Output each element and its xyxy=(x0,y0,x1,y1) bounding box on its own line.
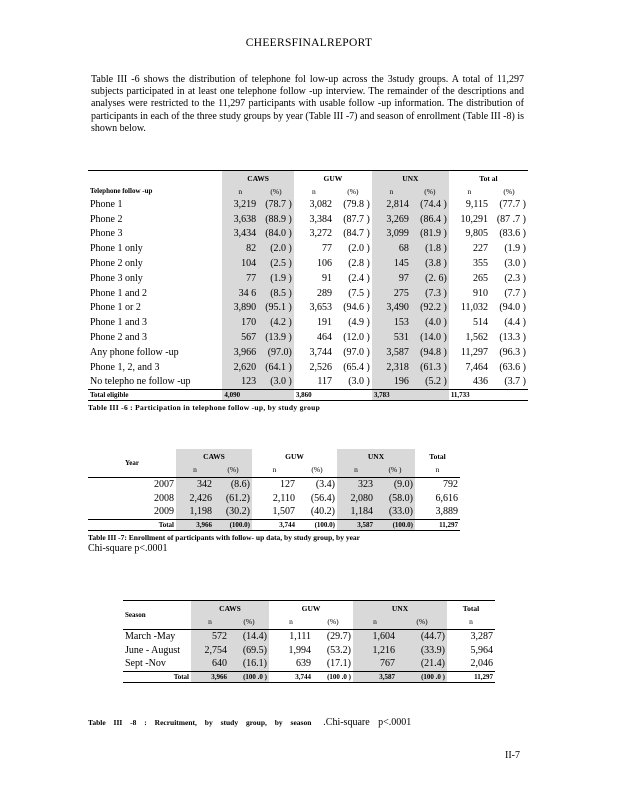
row-label: Phone 1 and 3 xyxy=(90,317,147,329)
row-label: 2009 xyxy=(154,506,174,518)
n-label: n xyxy=(272,465,277,475)
group-header-unx: UNX xyxy=(372,171,449,185)
table-cell: (2.3 ) xyxy=(504,272,526,284)
group-header-total: Total xyxy=(429,451,446,461)
table-cell: 792 xyxy=(443,478,458,490)
table-cell: (63.6 ) xyxy=(499,361,526,373)
table-caption: Table III -7: Enrollment of participants with follow- up data, by study group, by year xyxy=(88,532,360,542)
table-row xyxy=(88,360,528,375)
table-cell: 2,110 xyxy=(272,492,295,504)
group-header-caws: CAWS xyxy=(222,171,294,185)
row-label: Phone 1 only xyxy=(90,243,143,255)
table-cell: (2.5 ) xyxy=(258,256,294,271)
table-cell: (3.4) xyxy=(315,478,335,490)
table-cell: (100 .0 ) xyxy=(327,672,351,681)
table-cell: 3,587 xyxy=(337,519,375,530)
table-cell: (8.5 ) xyxy=(258,286,294,301)
table-cell: 145 xyxy=(372,256,411,271)
table-cell: (78.7 ) xyxy=(258,197,294,212)
total-label: Total xyxy=(173,672,189,681)
table-cell: 2,754 xyxy=(191,643,229,657)
n-label: n xyxy=(222,185,258,197)
table-cell: (1.9 ) xyxy=(258,271,294,286)
table-cell: 9,805 xyxy=(465,228,488,240)
row-label: Phone 3 xyxy=(90,228,123,240)
table-cell: 2,080 xyxy=(337,491,375,505)
group-header-total: Tot al xyxy=(479,173,498,183)
table-cell: 106 xyxy=(316,258,332,270)
table-cell: (1.9 ) xyxy=(504,243,526,255)
table-cell: 34 6 xyxy=(222,286,258,301)
table-cell: 3,744 xyxy=(309,346,332,358)
table-cell: 3,966 xyxy=(176,519,214,530)
table-cell: (2.4 ) xyxy=(348,272,370,284)
table-cell: (44.7) xyxy=(397,629,447,643)
table-caption: Table III -8 : Recruitment, by study group, by season .Chi-square p<.0001 xyxy=(88,717,412,728)
table-cell: (30.2) xyxy=(214,505,252,519)
table-cell: 1,198 xyxy=(176,505,214,519)
table-cell: (100 .0 ) xyxy=(229,671,269,682)
table-row xyxy=(88,227,528,242)
table-cell: 11,733 xyxy=(450,390,470,399)
row-header: Telephone follow -up xyxy=(90,187,153,195)
table-cell: 3,744 xyxy=(279,520,295,529)
table-cell: (87 .7 ) xyxy=(496,213,526,225)
table-cell: 3,434 xyxy=(222,227,258,242)
table-cell: 4,090 xyxy=(222,389,258,400)
table-cell: 910 xyxy=(472,287,488,299)
table-cell: (16.1) xyxy=(229,657,269,671)
chi-square-note: Chi-square p<.0001 xyxy=(88,542,168,554)
table-cell: (84.7 ) xyxy=(343,228,370,240)
table-cell: (100.0) xyxy=(214,519,252,530)
table-cell: (4.0 ) xyxy=(411,315,449,330)
table-cell: (33.0) xyxy=(375,505,415,519)
table-row xyxy=(88,345,528,360)
table-cell: (9.0) xyxy=(375,477,415,491)
pct-label: (%) xyxy=(411,185,449,197)
table-cell: 572 xyxy=(191,629,229,643)
table-cell: (2.8 ) xyxy=(348,258,370,270)
table-cell: (21.4) xyxy=(397,657,447,671)
table-caption: Table III -6 : Participation in telephone follow -up, by study group xyxy=(88,402,321,412)
table-row xyxy=(88,197,528,212)
table-cell: 464 xyxy=(316,332,332,344)
table-cell: 289 xyxy=(316,287,332,299)
table-cell: 640 xyxy=(191,657,229,671)
table-cell: 11,297 xyxy=(474,672,493,681)
page-number: II-7 xyxy=(505,750,520,761)
table-cell: (12.0 ) xyxy=(343,332,370,344)
table-cell: 275 xyxy=(372,286,411,301)
table-cell: (7.3 ) xyxy=(411,286,449,301)
n-label: n xyxy=(353,615,397,629)
group-header-guw: GUW xyxy=(301,603,321,613)
group-header-caws: CAWS xyxy=(176,449,252,463)
table-cell: (7.5 ) xyxy=(348,287,370,299)
table-cell: (4.2 ) xyxy=(258,315,294,330)
table-cell: (2. 6) xyxy=(411,271,449,286)
table-cell: 77 xyxy=(321,243,332,255)
table-cell: 2,620 xyxy=(222,360,258,375)
table-cell: 1,994 xyxy=(288,644,311,656)
table-cell: 11,032 xyxy=(460,302,488,314)
table-cell: 3,587 xyxy=(353,671,397,682)
table-cell: (77.7 ) xyxy=(499,198,526,210)
table-cell: 123 xyxy=(222,375,258,390)
table-cell: 355 xyxy=(472,258,488,270)
n-label: n xyxy=(337,463,375,477)
table-cell: (3.0 ) xyxy=(258,375,294,390)
table-cell: 104 xyxy=(222,256,258,271)
table-cell: 1,184 xyxy=(337,505,375,519)
table-cell: 342 xyxy=(176,477,214,491)
table-cell: 196 xyxy=(372,375,411,390)
table-cell: (1.8 ) xyxy=(411,241,449,256)
table-cell: 68 xyxy=(372,241,411,256)
group-header-unx: UNX xyxy=(353,601,447,615)
table-cell: 117 xyxy=(317,376,332,388)
table-cell: (56.4) xyxy=(310,492,335,504)
intro-paragraph: Table III -6 shows the distribution of telephone fol low-up across the 3study groups. A total of 11,297 subjects participated in at least one telephone follow -up interview. The remainder of the descriptions and analyses were restricted to the 11,297 participants with usable follow -up information. The distribution of participants in each of the three study groups by year (Table III -7) and season of enrollment (Table III -8) is shown below. xyxy=(91,74,524,134)
table-cell: 3,287 xyxy=(470,630,493,642)
table-cell: 3,890 xyxy=(222,301,258,316)
table-cell: 5,964 xyxy=(470,644,493,656)
group-header-guw: GUW xyxy=(323,173,343,183)
table-cell: 82 xyxy=(222,241,258,256)
table-cell: 323 xyxy=(337,477,375,491)
pct-label: (%) xyxy=(214,463,252,477)
pct-label: (%) xyxy=(347,186,359,196)
table-cell: 9,115 xyxy=(465,198,488,210)
table-row xyxy=(88,271,528,286)
n-label: n xyxy=(372,185,411,197)
table-cell: (74.4 ) xyxy=(411,197,449,212)
table-row xyxy=(88,301,528,316)
table-row xyxy=(88,315,528,330)
n-label: n xyxy=(191,615,229,629)
table-cell: 3,384 xyxy=(309,213,332,225)
table-cell: 77 xyxy=(222,271,258,286)
table-cell: 191 xyxy=(316,317,332,329)
table-cell: (86.4 ) xyxy=(411,212,449,227)
pct-label: (%) xyxy=(311,465,323,475)
table-cell: (81.9 ) xyxy=(411,227,449,242)
table-cell: 227 xyxy=(472,243,488,255)
row-header: Year xyxy=(125,458,139,467)
table-cell: 153 xyxy=(372,315,411,330)
table-row xyxy=(88,477,460,491)
table-cell: (94.6 ) xyxy=(343,302,370,314)
table-cell: 1,507 xyxy=(272,506,295,518)
row-label: 2008 xyxy=(154,492,174,504)
group-header-total: Total xyxy=(462,603,480,613)
table-cell: 3,653 xyxy=(309,302,332,314)
table-cell: (97.0 ) xyxy=(343,346,370,358)
table-row xyxy=(88,330,528,345)
table-cell: (8.6) xyxy=(214,477,252,491)
table-cell: 436 xyxy=(472,376,488,388)
table-cell: (69.5) xyxy=(229,643,269,657)
table-cell: (53.2) xyxy=(326,644,351,656)
report-title: CHEERSFINALREPORT xyxy=(245,37,373,49)
table-cell: (14.4) xyxy=(229,629,269,643)
table-cell: (84.0 ) xyxy=(258,227,294,242)
table-cell: 3,860 xyxy=(295,390,312,399)
table-cell: (29.7) xyxy=(326,630,351,642)
table-cell: (33.9) xyxy=(397,643,447,657)
table-cell: 639 xyxy=(296,658,311,670)
table-row xyxy=(88,241,528,256)
n-label: n xyxy=(467,186,472,196)
table-cell: 11,297 xyxy=(460,346,488,358)
row-label: 2007 xyxy=(154,478,174,490)
table-row xyxy=(88,286,528,301)
pct-label: (%) xyxy=(229,615,269,629)
table-cell: (4.4 ) xyxy=(504,317,526,329)
table-cell: (100.0) xyxy=(375,519,415,530)
table-cell: 127 xyxy=(280,478,295,490)
table-cell: 3,966 xyxy=(191,671,229,682)
table-row xyxy=(88,505,460,519)
table-cell: 1,562 xyxy=(465,332,488,344)
table-cell: (14.0 ) xyxy=(411,330,449,345)
table-cell: 567 xyxy=(222,330,258,345)
table-cell: (58.0) xyxy=(375,491,415,505)
row-label: Phone 2 xyxy=(90,213,123,225)
pct-label: (%) xyxy=(258,185,294,197)
table-cell: 7,464 xyxy=(465,361,488,373)
table-row xyxy=(88,212,528,227)
pct-label: (%) xyxy=(503,186,515,196)
table-cell: 3,490 xyxy=(372,301,411,316)
row-label: Sept -Nov xyxy=(125,658,166,670)
table-row xyxy=(88,256,528,271)
table-cell: 11,297 xyxy=(439,520,458,529)
row-label: June - August xyxy=(125,644,180,656)
table-cell: (65.4 ) xyxy=(343,361,370,373)
total-eligible-label: Total eligible xyxy=(90,390,129,399)
table-cell: 265 xyxy=(472,272,488,284)
table-cell: 3,587 xyxy=(372,345,411,360)
table-row xyxy=(123,657,495,671)
table-cell: 514 xyxy=(472,317,488,329)
n-label: n xyxy=(289,617,293,627)
table-cell: 3,966 xyxy=(222,345,258,360)
table-cell: 91 xyxy=(321,272,332,284)
table-cell: 1,604 xyxy=(353,629,397,643)
group-header-caws: CAWS xyxy=(191,601,269,615)
table-cell: (17.1) xyxy=(326,658,351,670)
table-cell: 3,744 xyxy=(295,672,311,681)
table-cell: 2,318 xyxy=(372,360,411,375)
table-cell: (87.7 ) xyxy=(343,213,370,225)
row-label: March -May xyxy=(125,630,176,642)
table-cell: 3,889 xyxy=(435,506,458,518)
table-cell: (13.9 ) xyxy=(258,330,294,345)
table-cell: (88.9 ) xyxy=(258,212,294,227)
table-cell: (96.3 ) xyxy=(499,346,526,358)
table-cell: (94.8 ) xyxy=(411,345,449,360)
table-cell: 531 xyxy=(372,330,411,345)
n-label: n xyxy=(176,463,214,477)
row-header: Season xyxy=(125,610,146,619)
table-cell: 170 xyxy=(222,315,258,330)
table-cell: (13.3 ) xyxy=(499,332,526,344)
pct-label: (% ) xyxy=(375,463,415,477)
table-cell: 3,269 xyxy=(372,212,411,227)
row-label: Phone 1 and 2 xyxy=(90,287,147,299)
table-cell: 3,099 xyxy=(372,227,411,242)
table-cell: (3.0 ) xyxy=(348,376,370,388)
table-cell: 1,111 xyxy=(289,630,311,642)
table-row xyxy=(123,629,495,643)
table-iii-8 xyxy=(123,600,495,683)
group-header-guw: GUW xyxy=(285,451,304,461)
n-label: n xyxy=(435,465,440,475)
table-cell: (40.2) xyxy=(310,506,335,518)
table-cell: (3.0 ) xyxy=(504,258,526,270)
table-cell: (92.2 ) xyxy=(411,301,449,316)
table-cell: 3,219 xyxy=(222,197,258,212)
table-cell: (64.1 ) xyxy=(258,360,294,375)
table-iii-6 xyxy=(88,170,528,412)
table-cell: (61.3 ) xyxy=(411,360,449,375)
table-cell: 2,814 xyxy=(372,197,411,212)
table-iii-7 xyxy=(88,449,460,554)
table-cell: (3.7 ) xyxy=(504,376,526,388)
table-cell: (4.9 ) xyxy=(348,317,370,329)
table-cell: (94.0 ) xyxy=(499,302,526,314)
table-cell: 1,216 xyxy=(353,643,397,657)
table-cell: 3,272 xyxy=(309,228,332,240)
table-cell: (61.2) xyxy=(214,491,252,505)
total-label: Total xyxy=(158,520,174,529)
row-label: Any phone follow -up xyxy=(90,346,179,358)
table-cell: 2,426 xyxy=(176,491,214,505)
table-cell: (100.0) xyxy=(314,520,335,529)
table-cell: 3,638 xyxy=(222,212,258,227)
row-label: Phone 1 or 2 xyxy=(90,302,141,314)
table-row xyxy=(123,643,495,657)
table-row xyxy=(88,375,528,390)
table-cell: (2.0 ) xyxy=(348,243,370,255)
table-cell: (5.2 ) xyxy=(411,375,449,390)
table-cell: (100 .0 ) xyxy=(397,671,447,682)
row-label: Phone 3 only xyxy=(90,272,143,284)
table-cell: (83.6 ) xyxy=(499,228,526,240)
table-cell: 2,046 xyxy=(470,658,493,670)
pct-label: (%) xyxy=(397,615,447,629)
table-cell: 10,291 xyxy=(460,213,488,225)
table-cell: (79.8 ) xyxy=(343,198,370,210)
row-label: No telepho ne follow -up xyxy=(90,376,191,388)
table-cell: 2,526 xyxy=(309,361,332,373)
row-label: Phone 2 only xyxy=(90,258,143,270)
table-cell: (7.7 ) xyxy=(504,287,526,299)
table-cell: (97.0) xyxy=(258,345,294,360)
row-label: Phone 1, 2, and 3 xyxy=(90,361,160,373)
pct-label: (%) xyxy=(327,617,339,627)
row-label: Phone 2 and 3 xyxy=(90,332,147,344)
table-cell: (95.1 ) xyxy=(258,301,294,316)
table-cell: (3.8 ) xyxy=(411,256,449,271)
table-row xyxy=(88,491,460,505)
table-cell: 767 xyxy=(353,657,397,671)
table-cell: 3,082 xyxy=(309,198,332,210)
table-cell: 3,783 xyxy=(372,389,411,400)
table-cell: 97 xyxy=(372,271,411,286)
n-label: n xyxy=(469,617,473,627)
group-header-unx: UNX xyxy=(337,449,415,463)
row-label: Phone 1 xyxy=(90,198,123,210)
chi-square-note: .Chi-square p<.0001 xyxy=(323,717,412,728)
table-cell: (2.0 ) xyxy=(258,241,294,256)
table-cell: 6,616 xyxy=(435,492,458,504)
n-label: n xyxy=(312,186,316,196)
